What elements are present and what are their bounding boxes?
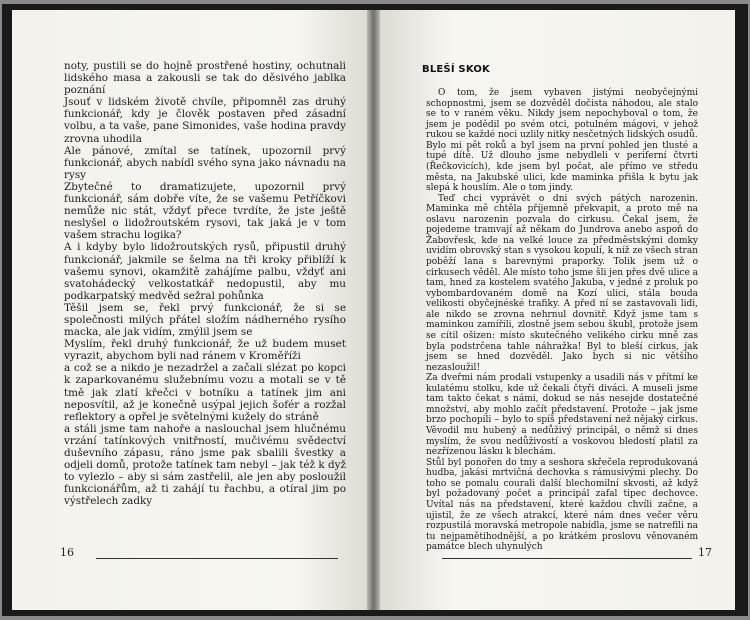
paragraph: Zbytečné to dramatizujete, upozornil prvý funkcionář, sám dobře víte, že se vašemu Petříčkovi nemůže nic stát, vždyť přece tvrdíte, že jste ještě neslyšel o lidožroutském rysovi, tak jaká je v tom vašem strachu logika? [64,180,346,242]
paragraph: Stůl byl ponořen do tmy a seshora skřečela reprodukovaná hudba, jakási mrtvičná dechovka s rámusivými plechy. Do toho se pomalu courali další blechomilní skvosti, až když byl požadovaný počet a principál zafal tipec dechovce. Uvítal nás na představení, které každou chvíli začne, a ujistil, že ze všech atrakcí, které nám dnes večer věru rozpustilá moravská metropole nabídla, jsme se natrefili na tu nejpamětihodnější, a po krátkém proslovu věnovaném památce blech uhynulých [426,457,698,553]
paragraph: noty, pustili se do hojně prostřené hostiny, ochutnali lidského masa a zakousli se tak do děsivého jablka poznání [64,60,346,97]
left-page [12,10,367,610]
left-page-body [64,60,346,507]
paragraph: Těšil jsem se, řekl prvý funkcionář, že si se společnosti milých přátel složím nádherného rysího macka, ale jak vidím, zmýlil jsem se [64,301,346,339]
paragraph: Teď chci vyprávět o dni svých pátých narozenin. Maminka mě chtěla příjemně překvapit, a proto mě na oslavu narozenin pozvala do cirkusu. Čekal jsem, že pojedeme tramvají až někam do Jundrova anebo aspoň do Žabovřesk, kde na velké louce za předměstskými domky uvidím obrovský stan s vysokou kopulí, k níž ze všech stran poběží lana s barevnými praporky. Tolik jsem už o cirkusech věděl. Ale místo toho jsme šli jen přes dvě ulice a tam, hned za kostelem svatého Jakuba, v jedné z proluk po vybombardovaném domě na Kozí ulici, stála bouda velikosti obyčejnéské trafiky. A před ní se zastavovali lidi, ale nikdo se zrovna nehrnul dovnitř. Když jsme tam s maminkou zamířili, zlostně jsem sebou škubl, protože jsem se cítil ošizen: místo skutečného velikého cirku mně zas byla podstrčena tahle náhražka! Byl to bleší cirkus, jak jsem se hned dozvěděl. Jako bych si nic většího nezasloužil! [426,193,699,373]
paragraph: A i kdyby bylo lidožroutských rysů, připustil druhý funkcionář, jakmile se šelma na tři kroky přiblíží k vašemu synovi, okamžitě zahájíme palbu, vždyť ani svatohádecký velkostatkář nedopustil, aby mu podkarpatský medvěd sežral pohůnka [64,241,346,302]
paragraph: a což se a nikdo je nezadržel a začali slézat po kopci k zaparkovanému služebnímu vozu a motali se v tě tmě jak zlatí křečci v botníku a tatínek jim ani neposvítil, až je konečně usýpal jejich šofér a rozžal reflektory a opřel je světelnými kužely do stráně [64,362,346,423]
right-page-body [426,88,698,553]
paragraph: Za dveřmi nám prodali vstupenky a usadili nás v přítmí ke kulatému stolku, kde už čekali čtyři diváci. A museli jsme tam takto čekat s námi, dokud se nás nesejde dostatečné množství, aby mohlo začít představení. Protože – jak jsme brzo pochopili – bylo to spíš představení než nějaký cirkus. Věvodil mu hubený a nedůživý principál, o němž si dnes myslím, že svou nedůživostí a voskovou bledostí platil za nezřízenou lásku k blechám. [426,373,698,458]
paragraph: Myslím, řekl druhý funkcionář, že už budem muset vyrazit, abychom byli nad ránem v Kroměříži [64,338,346,363]
book-gutter [367,10,380,610]
book-spread [2,4,748,616]
chapter-heading: BLEŠÍ SKOK [422,64,490,75]
right-page [380,10,735,610]
paragraph: a stáli jsme tam nahoře a naslouchal jsem hlučnému vrzání tatínkových vnitřností, mučivému svědectví duševního zápasu, ráno jsme pak sbalili švestky a odjeli domů, protože tatínek tam nebyl – jak též k dyž to vylezlo – aby si sám zastřelil, ale jen aby posloužil funkcionářům, až ti zahájí tu řachbu, a otíral jim po výstřelech zadky [64,422,346,508]
paragraph: Bylo mi pět roků a byl jsem na první pohled jen tlusté a tupé dítě. Už dlouho jsme nebydleli v periferní čtvrti (Řečkovicích), kde jsem byl počat, ale přímo ve středu města, na Jakubské ulici, kde maminka přišla k bytu jak slepá k houslím. Ale o tom jindy. [426,140,698,194]
footer-rule [96,558,338,559]
footer-rule [442,558,692,559]
page-number: 16 [60,546,74,559]
paragraph: O tom, že jsem vybaven jistými neobyčejnými schopnostmi, jsem se dozvěděl dočista náhodou, ale stalo se to v raném věku. Nikdy jsem nepochyboval o tom, že jsem je podědil po svém otci, potulném mágovi, v jehož rukou se každé noci uzlily nitky nesčetných lidských osudů. [426,88,698,141]
paragraph: Jsouť v lidském životě chvíle, připomněl zas druhý funkcionář, kdy je člověk postaven před zásadní volbu, a ta vaše, pane Simonides, vaše hodina pravdy zrovna uhodila [64,96,346,145]
page-number: 17 [698,546,712,559]
paragraph: Ale pánové, zmítal se tatínek, upozornil prvý funkcionář, abych nabídl svého syna jako návnadu na rysy [64,144,346,181]
